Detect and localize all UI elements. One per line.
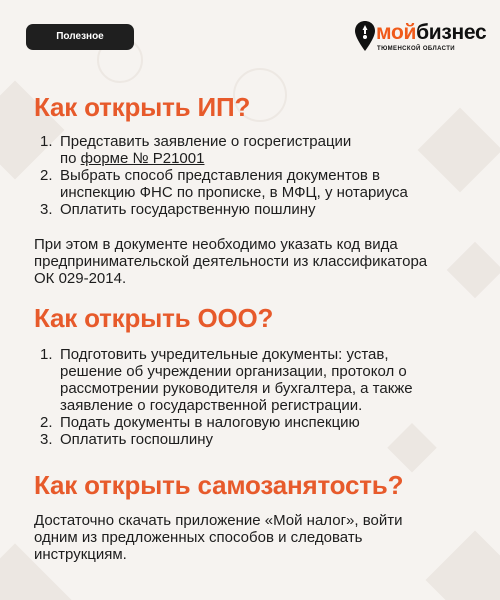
form-link[interactable]: форме № Р21001 [80, 150, 205, 167]
list-item: 2. Подать документы в налоговую инспекцию [40, 414, 360, 431]
ip-steps-list [34, 133, 474, 218]
self-employed-note: Достаточно скачать приложение «Мой налог», войти одним из предложенных способов и следовать инструкциям. [34, 512, 403, 563]
ooo-steps-list [34, 346, 474, 448]
section-title-self-employed: Как открыть самозанятость? [34, 470, 404, 500]
list-item: 3. Оплатить государственную пошлину [40, 201, 316, 218]
section-title-ooo: Как открыть ООО? [34, 303, 274, 333]
logo-name: мойбизнес [376, 21, 487, 44]
brand-logo [354, 18, 487, 62]
list-item: 1. Подготовить учредительные документы: устав, решение об учреждении организации, протокол о рассмотрении руководителя и бухгалтера, а также заявление о государственной регистрации. [40, 346, 413, 414]
list-item: 1. Представить заявление о госрегистрации по форме № Р21001 [40, 133, 352, 167]
ip-note: При этом в документе необходимо указать код вида предпринимательской деятельности из классификатора ОК 029-2014. [34, 236, 428, 287]
list-item: 3. Оплатить госпошлину [40, 431, 214, 448]
logo-subtitle: ТЮМЕНСКОЙ ОБЛАСТИ [377, 46, 456, 52]
location-pin-icon [354, 20, 376, 54]
category-tag: Полезное [26, 24, 134, 50]
list-item: 2. Выбрать способ представления документов в инспекцию ФНС по прописке, в МФЦ, у нотариуса [40, 167, 408, 201]
section-title-ip: Как открыть ИП? [34, 92, 251, 122]
